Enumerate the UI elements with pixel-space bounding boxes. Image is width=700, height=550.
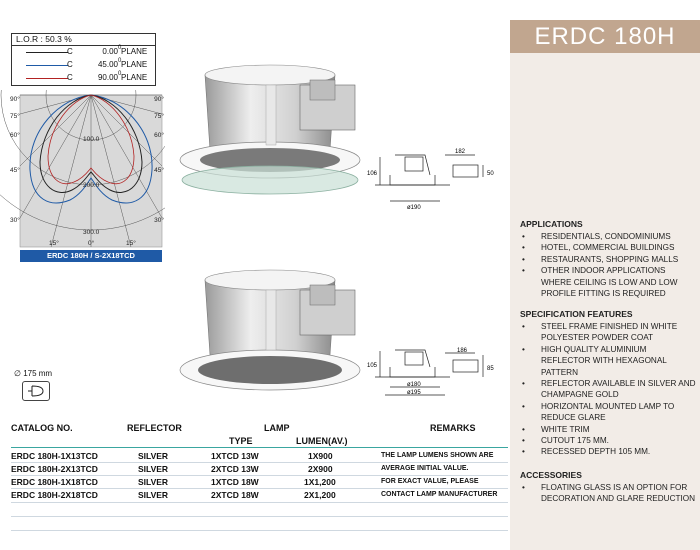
angle-label: 60°	[154, 132, 164, 139]
cell-catalog: ERDC 180H-1X18TCD	[11, 477, 98, 487]
row-divider	[11, 502, 508, 503]
cell-lumen: 2X1,200	[304, 490, 336, 500]
radial-label: 100.0	[83, 136, 100, 143]
legend-degree: 0	[118, 45, 122, 51]
cutout-label: ∅ 175 mm	[14, 369, 53, 378]
list-item: • HOTEL, COMMERCIAL BUILDINGS	[520, 242, 696, 253]
list-item: • OTHER INDOOR APPLICATIONS WHERE CEILING IS LOW AND LOW PROFILE FITTING IS REQUIRED	[520, 265, 696, 299]
row-divider	[11, 462, 508, 463]
legend-c: C	[67, 60, 73, 69]
legend-row	[12, 59, 157, 71]
legend-plane: PLANE	[121, 73, 148, 82]
dim-diameter: ø190	[407, 205, 421, 211]
cell-remark: AVERAGE INITIAL VALUE.	[381, 465, 469, 472]
angle-label: 15°	[126, 240, 136, 247]
list-item: • HORIZONTAL MOUNTED LAMP TO REDUCE GLARE	[520, 401, 696, 424]
specification-list	[520, 321, 696, 458]
list-item: • RESIDENTIALS, CONDOMINIUMS	[520, 231, 696, 242]
lor-text: L.O.R : 50.3 %	[16, 34, 72, 44]
angle-label: 30°	[154, 217, 164, 224]
dim-height: 105	[367, 363, 378, 369]
angle-label: 60°	[10, 132, 20, 139]
cell-lumen: 1X1,200	[304, 477, 336, 487]
legend-value: 45.00	[97, 60, 118, 69]
cell-catalog: ERDC 180H-2X13TCD	[11, 464, 98, 474]
list-item: • STEEL FRAME FINISHED IN WHITE POLYESTER POWDER COAT	[520, 321, 696, 344]
header-catalog: CATALOG NO.	[11, 423, 73, 433]
cell-type: 2XTCD 13W	[211, 464, 259, 474]
angle-label: 75°	[154, 113, 164, 120]
polar-caption: ERDC 180H / S-2X18TCD	[20, 250, 162, 262]
product-title: ERDC 180H	[510, 20, 700, 53]
dim-side: 50	[487, 171, 494, 177]
mounting-symbol	[22, 381, 50, 401]
product-photo-standard	[170, 265, 370, 395]
legend-plane: PLANE	[121, 60, 148, 69]
cell-catalog: ERDC 180H-2X18TCD	[11, 490, 98, 500]
legend-row	[12, 46, 157, 58]
legend-c: C	[67, 47, 73, 56]
table-rule	[11, 447, 508, 448]
cell-reflector: SILVER	[138, 464, 169, 474]
legend-line	[26, 65, 68, 66]
lor-box	[11, 33, 156, 46]
dim-side: 85	[487, 366, 494, 372]
list-item: • WHITE TRIM	[520, 424, 696, 435]
angle-label: 75°	[10, 113, 20, 120]
dim-depth: 182	[455, 149, 466, 155]
row-divider	[11, 516, 508, 517]
row-divider	[11, 488, 508, 489]
applications-list	[520, 231, 696, 299]
list-item: • CUTOUT 175 MM.	[520, 435, 696, 446]
plane-legend	[11, 46, 156, 86]
cell-remark: THE LAMP LUMENS SHOWN ARE	[381, 452, 494, 459]
accessories-list	[520, 482, 696, 505]
row-divider	[11, 530, 508, 531]
radial-label: 200.0	[83, 182, 100, 189]
radial-label: 300.0	[83, 229, 100, 236]
cell-remark: CONTACT LAMP MANUFACTURER	[381, 491, 498, 498]
dim-height: 106	[367, 171, 378, 177]
header-remarks: REMARKS	[430, 423, 476, 433]
cell-lumen: 2X900	[308, 464, 333, 474]
angle-label: 30°	[10, 217, 20, 224]
cell-type: 2XTCD 18W	[211, 490, 259, 500]
angle-label: 15°	[49, 240, 59, 247]
list-item: • FLOATING GLASS IS AN OPTION FOR DECORATION AND GLARE REDUCTION	[520, 482, 696, 505]
spec-panel	[510, 53, 700, 550]
legend-degree: 0	[118, 58, 122, 64]
dim-depth: 186	[457, 348, 468, 354]
cell-reflector: SILVER	[138, 451, 169, 461]
header-lumen: LUMEN(AV.)	[296, 436, 348, 446]
dim-diameter-inner: ø180	[407, 382, 421, 388]
legend-line	[26, 78, 68, 79]
polar-diagram	[0, 90, 165, 250]
accessories-title: ACCESSORIES	[520, 470, 582, 480]
header-type: TYPE	[229, 436, 253, 446]
applications-title: APPLICATIONS	[520, 219, 583, 229]
legend-line	[26, 52, 68, 53]
cell-lumen: 1X900	[308, 451, 333, 461]
dim-diameter-outer: ø195	[407, 390, 421, 396]
angle-label: 45°	[154, 167, 164, 174]
angle-label: 90°	[154, 96, 164, 103]
product-photo-glass	[170, 55, 370, 205]
list-item: • REFLECTOR AVAILABLE IN SILVER AND CHAMPAGNE GOLD	[520, 378, 696, 401]
row-divider	[11, 475, 508, 476]
legend-plane: PLANE	[121, 47, 148, 56]
cell-catalog: ERDC 180H-1X13TCD	[11, 451, 98, 461]
dimension-drawing-top	[365, 145, 500, 215]
legend-value: 90.00	[97, 73, 118, 82]
spec-column	[510, 20, 700, 550]
list-item: • RESTAURANTS, SHOPPING MALLS	[520, 254, 696, 265]
header-lamp: LAMP	[264, 423, 290, 433]
cell-type: 1XTCD 18W	[211, 477, 259, 487]
legend-c: C	[67, 73, 73, 82]
angle-label: 45°	[10, 167, 20, 174]
list-item: • HIGH QUALITY ALUMINIUM REFLECTOR WITH HEXAGONAL PATTERN	[520, 344, 696, 378]
recessed-icon	[23, 382, 49, 400]
legend-row	[12, 72, 157, 84]
legend-value: 0.00	[102, 47, 118, 56]
dimension-drawing-bottom	[365, 345, 500, 405]
cell-type: 1XTCD 13W	[211, 451, 259, 461]
angle-label: 90°	[10, 96, 20, 103]
cell-reflector: SILVER	[138, 477, 169, 487]
legend-degree: 0	[118, 71, 122, 77]
angle-label: 0°	[88, 240, 95, 247]
header-reflector: REFLECTOR	[127, 423, 182, 433]
cell-reflector: SILVER	[138, 490, 169, 500]
cell-remark: FOR EXACT VALUE, PLEASE	[381, 478, 479, 485]
list-item: • RECESSED DEPTH 105 MM.	[520, 446, 696, 457]
specification-title: SPECIFICATION FEATURES	[520, 309, 633, 319]
